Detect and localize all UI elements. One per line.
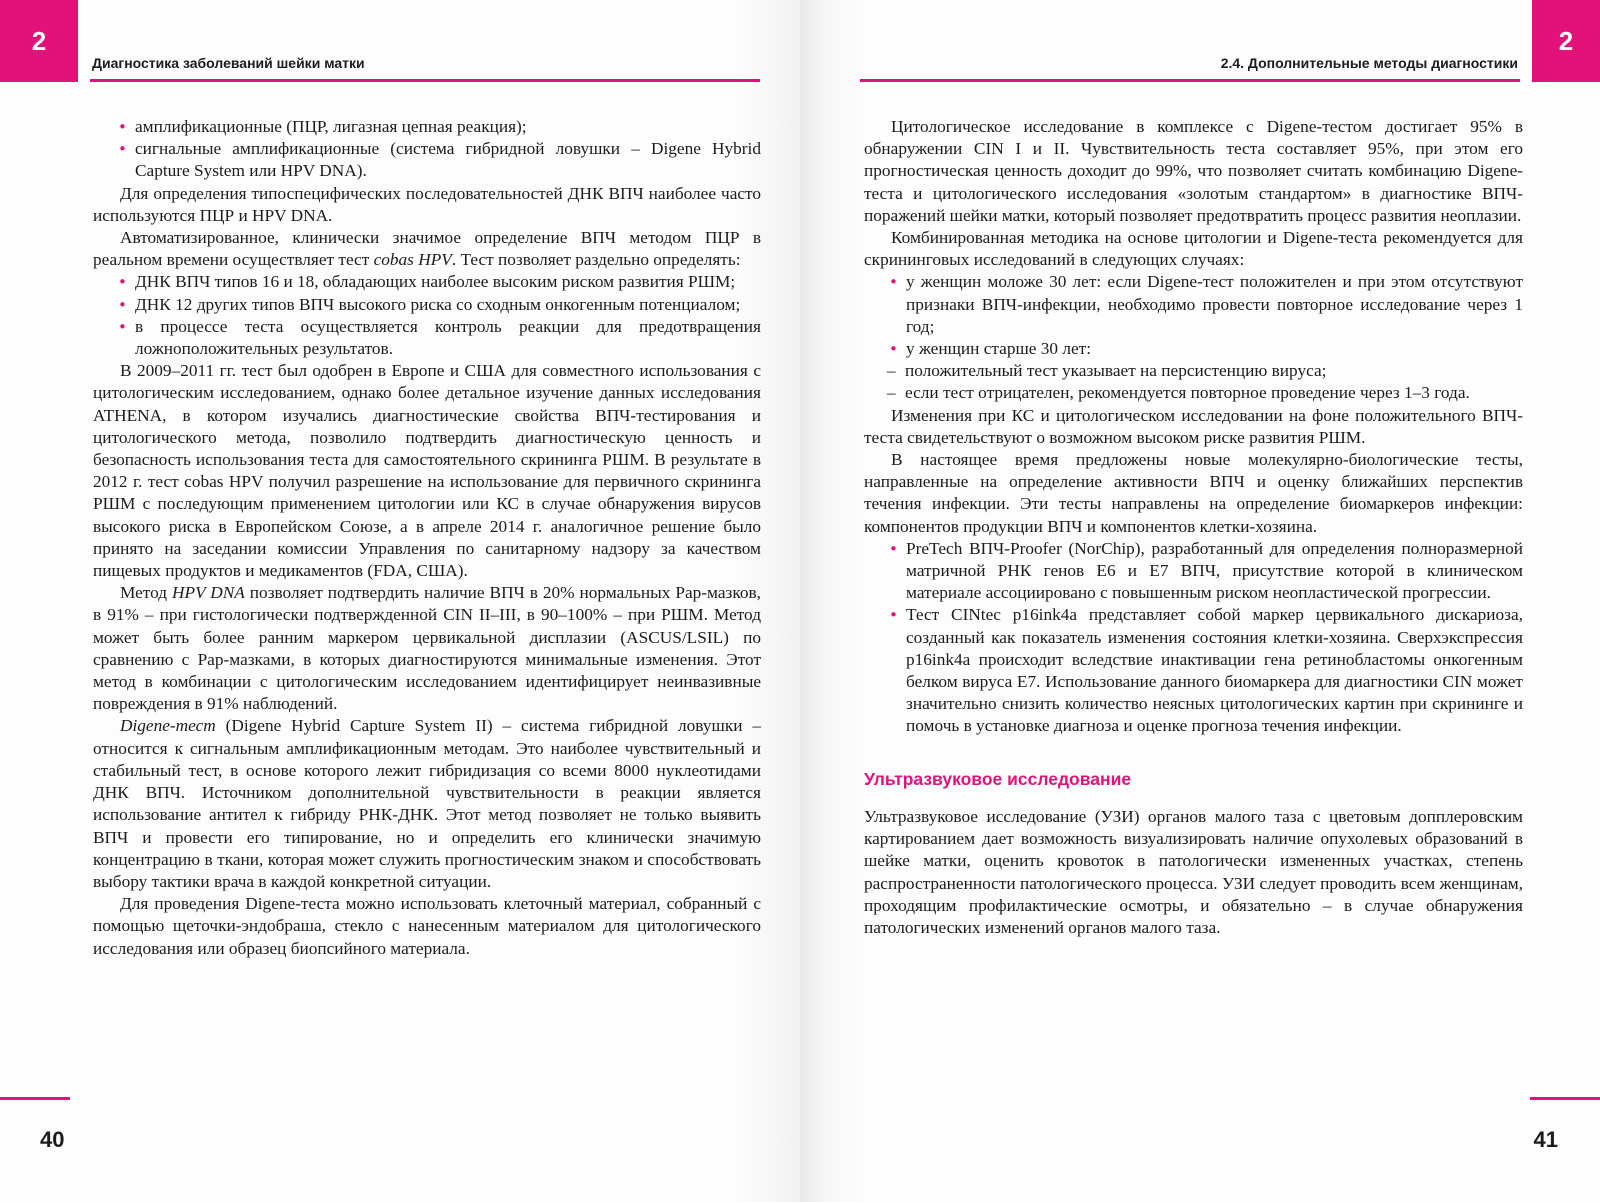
list-item: • у женщин старше 30 лет: [906,338,1523,360]
header-rule [860,79,1520,82]
list-item: • в процессе теста осуществляется контроль реакции для предотвращения ложноположительных результатов. [135,316,761,360]
bullet-list [93,271,761,360]
footer-rule [1530,1097,1600,1100]
section-heading: Ультразвуковое исследование [864,768,1132,789]
page-number: 40 [40,1127,65,1152]
footer-rule [0,1097,70,1100]
chapter-tab: 2 [1532,0,1600,82]
paragraph: Digene-тест (Digene Hybrid Capture System II) – система гибридной ловушки – относится к сигнальным амплификационным методам. Это наиболее чувствительный и стабильный тест, в основе которого лежит гибридизация со всеми 8000 нуклеотидами ДНК ВПЧ. Источником дополнительной чувствительности в реакции является использование антител к гибриду РНК-ДНК. Этот метод позволяет не только выявить ВПЧ и провести его типирование, но и определить его клинически значимую концентрацию в ткани, которая может служить прогностическим знаком и способствовать выбору тактики врача в каждой конкретной ситуации. [93,716,761,891]
left-body-text [93,116,761,960]
list-item: • ДНК 12 других типов ВПЧ высокого риска со сходным онкогенным потенциалом; [135,294,761,316]
paragraph: Для определения типоспецифических последовательностей ДНК ВПЧ наиболее часто используются ПЦР и HPV DNA. [93,183,761,225]
dash-list [864,360,1523,404]
bullet-list [864,271,1523,360]
paragraph: Автоматизированное, клинически значимое определение ВПЧ методом ПЦР в реальном времени осуществляет тест cobas HPV. Тест позволяет раздельно определять: [93,228,761,270]
paragraph: В настоящее время предложены новые молекулярно-биологические тесты, направленные на определение активности ВПЧ и оценку ближайших перспектив течения инфекции. Эти тесты направлены на определение биомаркеров инфекции: компонентов продукции ВПЧ и компонентов клетки-хозяина. [864,450,1523,536]
list-item: – положительный тест указывает на персистенцию вируса; [905,360,1523,382]
paragraph: Метод HPV DNA позволяет подтвердить наличие ВПЧ в 20% нормальных Pap-мазков, в 91% – при гистологически подтвержденной CIN II–III, в 90–100% – при РШМ. Метод может быть более ранним маркером цервикальной дисплазии (ASCUS/LSIL) по сравнению с Pap-мазками, в которых диагностируются минимальные изменения. Этот метод в комбинации с цитологическим исследованием идентифицирует неинвазивные повреждения в 91% наблюдений. [93,583,762,714]
list-item: – если тест отрицателен, рекомендуется повторное проведение через 1–3 года. [905,382,1523,404]
chapter-tab: 2 [0,0,78,82]
list-item: • амплификационные (ПЦР, лигазная цепная реакция); [135,116,761,138]
list-item: • Тест CINtec p16ink4a представляет собой маркер цервикального дискариоза, созданный как показатель изменения состояния клетки-хозяина. Сверхэкспрессия p16ink4a происходит вследствие инактивации гена ретинобластомы онкогенным белком вируса Е7. Использование данного биомаркера для диагностики CIN может значительно снизить количество неясных цитологических картин при скрининге и помочь в установке диагноза и оценке прогноза течения инфекции. [906,604,1523,737]
list-item: • PreTech ВПЧ-Proofer (NorChip), разработанный для определения полноразмерной матричной РНК генов Е6 и Е7 ВПЧ, присутствие которой в клиническом материале ассоциировано с повышенным риском неопластической прогрессии. [906,538,1523,605]
bullet-list [864,538,1523,738]
bullet-list [93,116,761,183]
right-page [800,0,1600,1202]
paragraph: Цитологическое исследование в комплексе с Digene-тестом достигает 95% в обнаружении CIN I и II. Чувствительность теста составляет 95%, при этом его прогностическая ценность доходит до 99%, что позволяет считать комбинацию Digene-теста и цитологического исследования «золотым стандартом» в диагностике ВПЧ-поражений шейки матки, который позволяет предотвратить процесс развития неоплазии. [864,117,1523,225]
paragraph: Для проведения Digene-теста можно использовать клеточный материал, собранный с помощью щеточки-эндобраша, стекло с нанесенным материалом для цитологического исследования или образец биопсийного материала. [93,894,761,958]
list-item: • у женщин моложе 30 лет: если Digene-тест положителен и при этом отсутствуют признаки ВПЧ-инфекции, необходимо провести повторное исследование через 1 год; [906,271,1523,338]
running-head: 2.4. Дополнительные методы диагностики [1220,55,1518,71]
list-item: • сигнальные амплификационные (система гибридной ловушки – Digene Hybrid Capture System или HPV DNA). [135,138,761,182]
list-item: • ДНК ВПЧ типов 16 и 18, обладающих наиболее высоким риском развития РШМ; [135,271,761,293]
running-head: Диагностика заболеваний шейки матки [92,55,365,71]
paragraph: В 2009–2011 гг. тест был одобрен в Европе и США для совместного использования с цитологическим исследованием, однако более детальное изучение данных исследования ATHENA, в котором изучались диагностические свойства ВПЧ-тестирования и цитологического метода, позволило подтвердить диагностическую ценность и безопасность использования теста для самостоятельного скрининга РШМ. В результате в 2012 г. тест cobas HPV получил разрешение на использование для первичного скрининга РШМ с последующим применением цитологии или КС в случае обнаружения вирусов высокого риска в Европейском Союзе, а в апреле 2014 г. аналогичное решение было принято на заседании комиссии Управления по санитарному надзору за качеством пищевых продуктов и медикаментов (FDA, США). [93,361,761,581]
paragraph: Изменения при КС и цитологическом исследовании на фоне положительного ВПЧ-теста свидетельствуют о возможном высоком риске развития РШМ. [864,405,1523,447]
page-number: 41 [1533,1127,1558,1152]
header-rule [90,79,760,82]
paragraph: Ультразвуковое исследование (УЗИ) органов малого таза с цветовым допплеровским картированием дает возможность визуализировать наличие опухолевых образований в шейке матки, оценить кровоток в патологически измененных участках, степень распространенности патологического процесса. УЗИ следует проводить всем женщинам, проходящим профилактические осмотры, и обязательно – в случае обнаружения патологических изменений органов малого таза. [864,806,1523,937]
right-body-text [864,116,1523,939]
paragraph: Комбинированная методика на основе цитологии и Digene-теста рекомендуется для скрининговых исследований в следующих случаях: [864,228,1523,270]
